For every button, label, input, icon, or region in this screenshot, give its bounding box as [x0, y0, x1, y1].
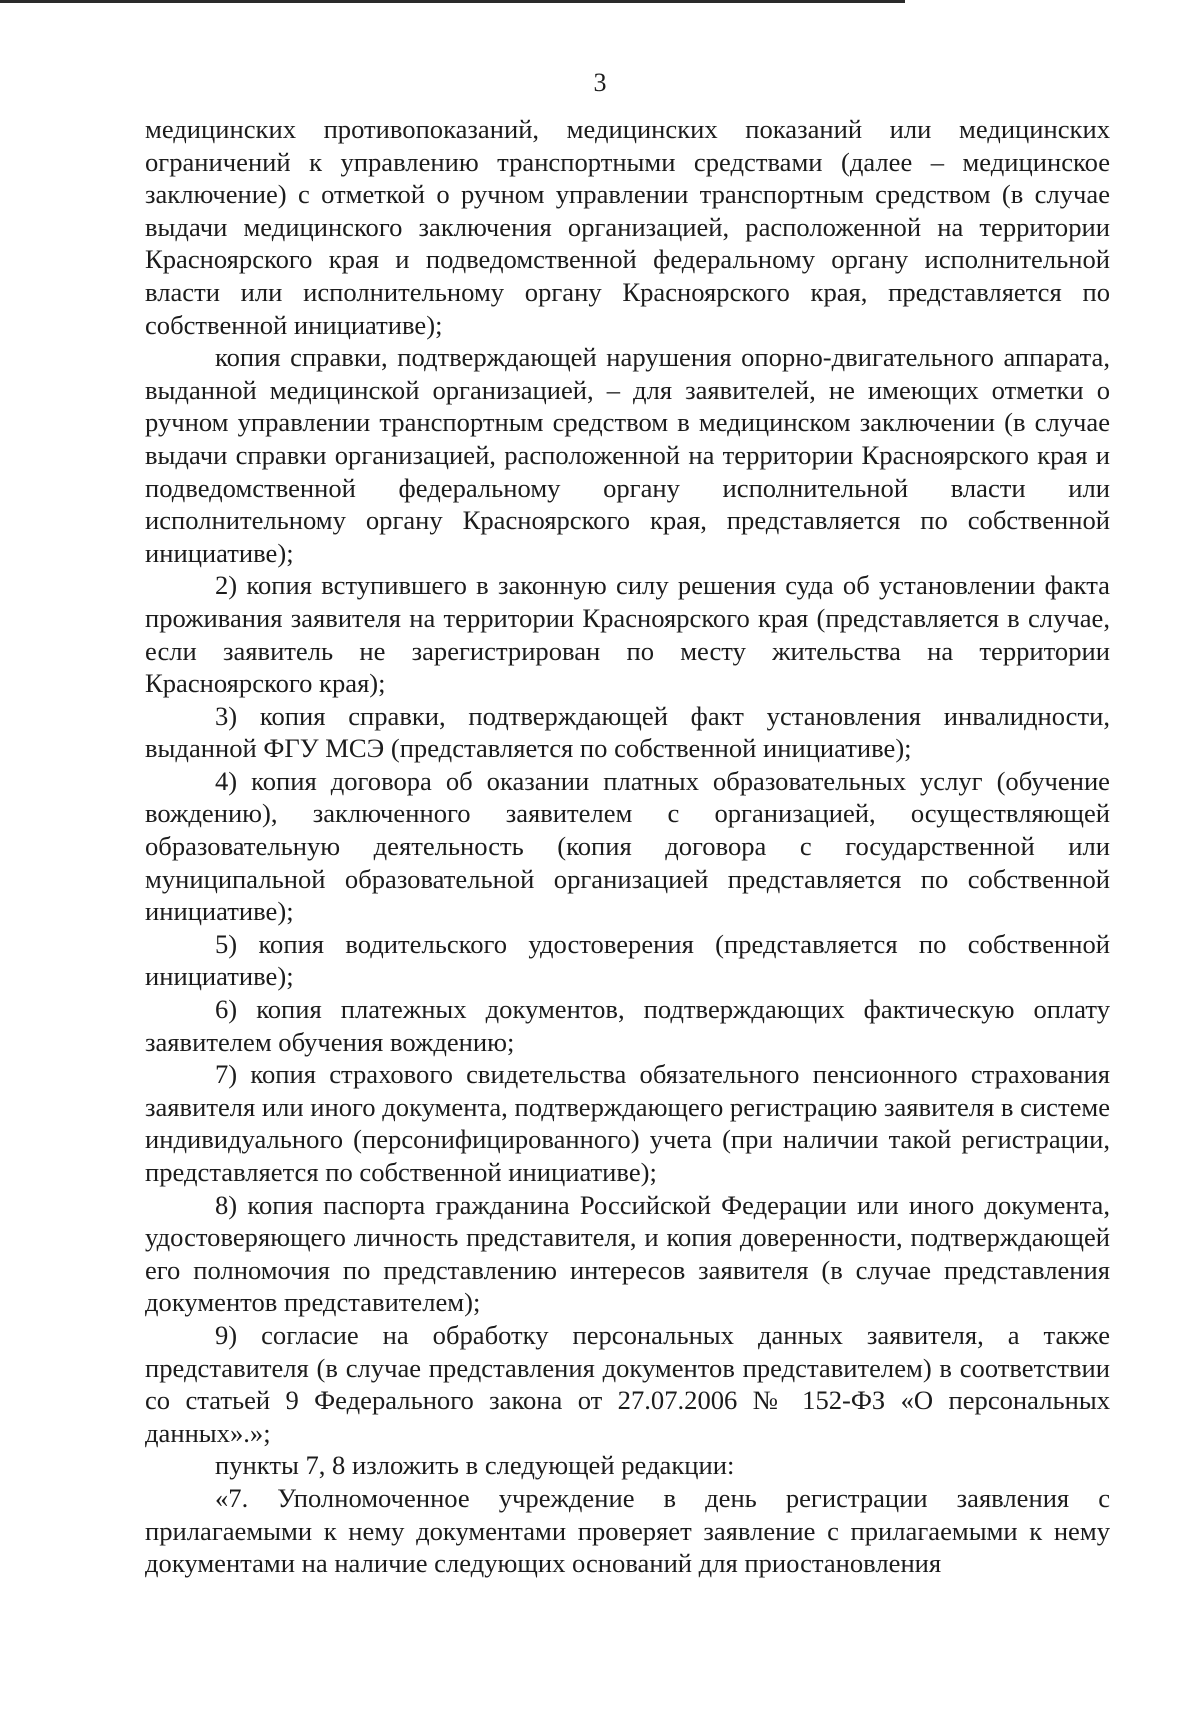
paragraph-item-4: 4) копия договора об оказании платных образовательных услуг (обучение вождению), заключенного заявителем с организацией, осуществляющей образовательную деятельность (копия договора с государственной или муниципальной образовательной организацией представляется по собственной инициативе);	[145, 765, 1110, 927]
page-number: 3	[593, 68, 607, 97]
paragraph-amendment-intro: пункты 7, 8 изложить в следующей редакции:	[215, 1450, 735, 1481]
paragraph-spravka: копия справки, подтверждающей нарушения опорно-двигательного аппарата, выданной медицинской организацией, – для заявителей, не имеющих отметки о ручном управлении транспортным средством в медицинском заключении (в случае выдачи справки организацией, расположенной на территории Красноярского края и подведомственной федеральному органу исполнительной власти или исполнительному органу Красноярского края, представляется по собственной инициативе);	[145, 342, 1110, 568]
paragraph-item-5: 5) копия водительского удостоверения (представляется по собственной инициативе);	[145, 928, 1110, 992]
paragraph-item-9: 9) согласие на обработку персональных данных заявителя, а также представителя (в случае представления документов представителем) в соответствии со статьей 9 Федерального закона от 27.07.2006 № 152-ФЗ «О персональных данных».»;	[145, 1319, 1110, 1448]
paragraph-item-6: 6) копия платежных документов, подтверждающих фактическую оплату заявителем обучения вождению;	[145, 994, 1110, 1057]
paragraph-point-7: «7. Уполномоченное учреждение в день регистрации заявления с прилагаемыми к нему документами проверяет заявление с прилагаемыми к нему документами на наличие следующих оснований для приостановления	[145, 1482, 1110, 1579]
document-body	[145, 113, 1110, 1580]
paragraph-item-7: 7) копия страхового свидетельства обязательного пенсионного страхования заявителя или иного документа, подтверждающего регистрацию заявителя в системе индивидуального (персонифицированного) учета (при наличии такой регистрации, представляется по собственной инициативе);	[145, 1059, 1111, 1187]
top-rule	[0, 0, 905, 3]
paragraph-item-2: 2) копия вступившего в законную силу решения суда об установлении факта проживания заявителя на территории Красноярского края (представляется в случае, если заявитель не зарегистрирован по месту жительства на территории Красноярского края);	[145, 570, 1110, 699]
paragraph-continuation: медицинских противопоказаний, медицинских показаний или медицинских ограничений к управлению транспортными средствами (далее – медицинское заключение) с отметкой о ручном управлении транспортным средством (в случае выдачи медицинского заключения организацией, расположенной на территории Красноярского края и подведомственной федеральному органу исполнительной власти или исполнительному органу Красноярского края, представляется по собственной инициативе);	[145, 114, 1110, 340]
paragraph-item-8: 8) копия паспорта гражданина Российской Федерации или иного документа, удостоверяющего личность представителя, и копия доверенности, подтверждающей его полномочия по представлению интересов заявителя (в случае представления документов представителем);	[145, 1189, 1110, 1318]
paragraph-item-3: 3) копия справки, подтверждающей факт установления инвалидности, выданной ФГУ МСЭ (представляется по собственной инициативе);	[145, 700, 1110, 764]
